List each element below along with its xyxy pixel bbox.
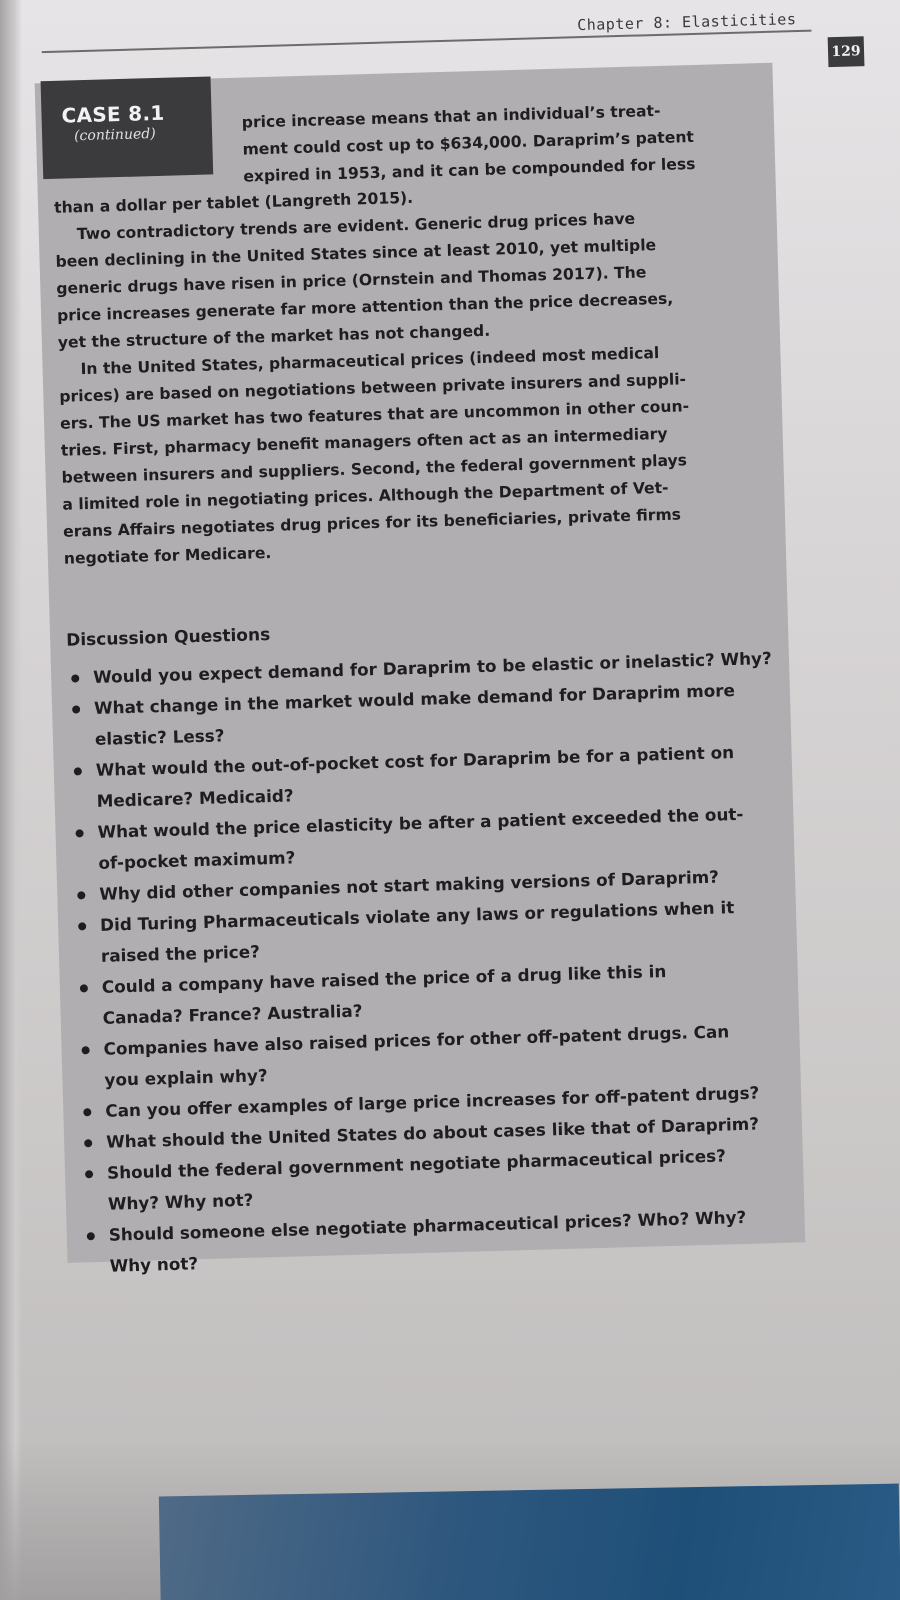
question-line: elastic? Less?: [94, 725, 225, 749]
bullet-icon: [71, 674, 79, 682]
bullet-icon: [75, 829, 83, 837]
case-tab: [41, 76, 214, 179]
text-line: In the United States, pharmaceutical prices (indeed most medical: [80, 344, 660, 379]
bullet-icon: [83, 1108, 91, 1116]
text-line: expired in 1953, and it can be compounded for less: [243, 154, 696, 186]
bullet-icon: [82, 1046, 90, 1054]
bullet-icon: [84, 1139, 92, 1147]
question-line: What should the United States do about cases like that of Daraprim?: [105, 1113, 760, 1152]
bullet-icon: [78, 922, 86, 930]
running-head: Chapter 8: Elasticities: [576, 10, 797, 35]
discussion-list: [67, 643, 774, 1282]
bullet-icon: [74, 767, 82, 775]
text-line: a limited role in negotiating prices. Although the Department of Vet-: [62, 478, 669, 514]
question-line: What would the price elasticity be after a patient exceeded the out-: [97, 803, 744, 842]
question-line: What would the out-of-pocket cost for Daraprim be for a patient on: [95, 742, 735, 780]
question-line: Why did other companies not start making versions of Daraprim?: [98, 866, 720, 904]
case-continued-label: (continued): [73, 126, 156, 145]
paragraph: [54, 203, 728, 357]
text-line: tries. First, pharmacy benefit managers often act as an intermediary: [60, 424, 668, 460]
question-line: Did Turing Pharmaceuticals violate any laws or regulations when it: [99, 897, 735, 935]
text-line: between insurers and suppliers. Second, the federal government plays: [61, 451, 688, 487]
text-line: price increases generate far more attention than the price decreases,: [56, 289, 674, 325]
bullet-icon: [85, 1170, 93, 1178]
bullet-icon: [87, 1232, 95, 1240]
book-cover: [159, 1484, 900, 1600]
case-label: CASE 8.1: [61, 100, 165, 128]
question-line: Why? Why not?: [107, 1189, 254, 1214]
text-line: ers. The US market has two features that are uncommon in other coun-: [59, 397, 690, 433]
bullet-icon: [80, 984, 88, 992]
text-line: Two contradictory trends are evident. Generic drug prices have: [76, 209, 636, 244]
question-line: Why not?: [109, 1253, 199, 1276]
text-line: than a dollar per tablet (Langreth 2015).: [53, 188, 414, 217]
question-line: Would you expect demand for Daraprim to be elastic or inelastic? Why?: [92, 648, 772, 687]
question-line: Could a company have raised the price of a drug like this in: [101, 961, 667, 997]
text-line: ment could cost up to $634,000. Daraprim’s patent: [242, 127, 695, 159]
question-line: What change in the market would make demand for Daraprim more: [93, 680, 736, 718]
bullet-icon: [72, 705, 80, 713]
intro-text: [241, 96, 713, 190]
question-line: Should the federal government negotiate pharmaceutical prices?: [106, 1145, 727, 1183]
question-line: of-pocket maximum?: [98, 847, 296, 873]
paragraph: [58, 338, 734, 573]
text-line: erans Affairs negotiates drug prices for its beneficiaries, private firms: [62, 505, 682, 541]
question-line: Can you offer examples of large price increases for off-patent drugs?: [105, 1082, 760, 1121]
bullet-icon: [77, 891, 85, 899]
text-line: price increase means that an individual’s treat-: [241, 101, 661, 132]
question-line: you explain why?: [104, 1065, 268, 1090]
question-line: Should someone else negotiate pharmaceutical prices? Who? Why?: [108, 1206, 747, 1245]
discussion-title: Discussion Questions: [65, 624, 271, 651]
question-line: raised the price?: [100, 941, 261, 966]
text-line: negotiate for Medicare.: [63, 543, 272, 568]
header-rule: [42, 30, 812, 53]
text-line: prices) are based on negotiations between private insurers and suppli-: [59, 370, 687, 406]
question-line: Canada? France? Australia?: [102, 1000, 363, 1028]
question-line: Medicare? Medicaid?: [96, 785, 294, 811]
case-body: [54, 176, 734, 573]
text-line: generic drugs have risen in price (Ornstein and Thomas 2017). The: [56, 263, 647, 298]
text-line: been declining in the United States since at least 2010, yet multiple: [55, 236, 657, 271]
question-line: Companies have also raised prices for other off-patent drugs. Can: [103, 1021, 730, 1059]
page-number: 129: [828, 36, 865, 67]
text-line: yet the structure of the market has not changed.: [57, 321, 491, 352]
